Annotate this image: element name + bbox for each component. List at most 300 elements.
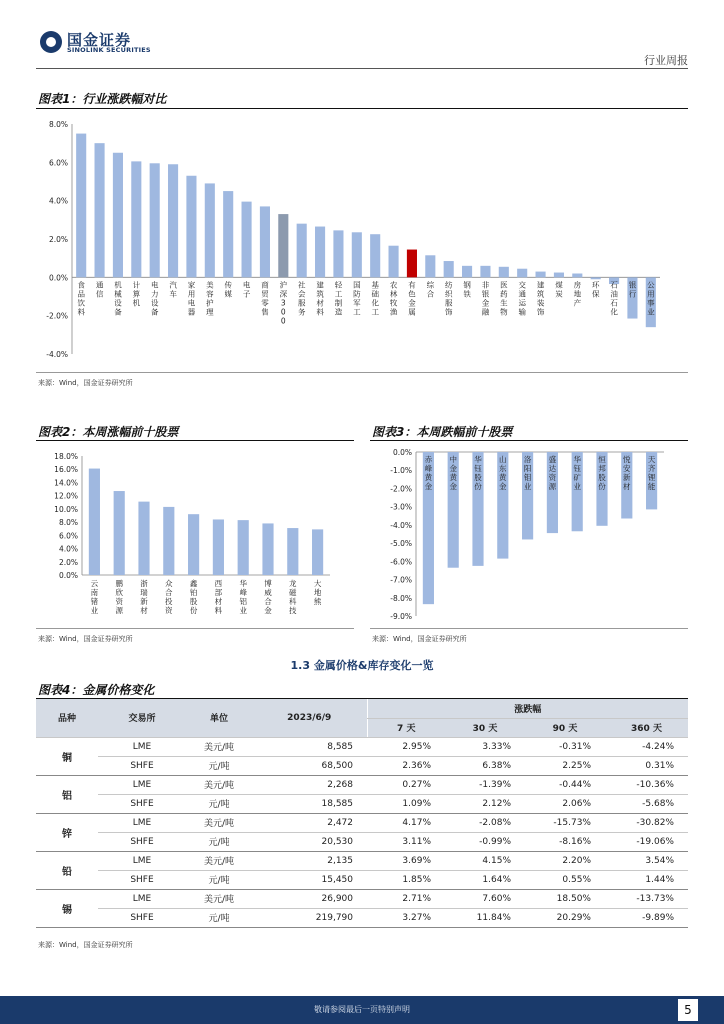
fig3-bottom-rule [370,628,688,629]
col-360d: 360 天 [605,718,688,737]
x-tick-label: 环 [591,280,600,290]
x-tick-label: 事 [647,298,655,308]
x-tick-label: 力 [150,289,159,299]
change-360d-cell: -13.73% [605,889,688,908]
y-tick-label: 0.0% [392,448,412,457]
change-30d-cell: 6.38% [445,756,525,775]
x-tick-label: 基 [371,280,379,290]
x-tick-label: 金 [408,298,416,308]
bar-11 [278,214,288,277]
price-cell: 26,900 [252,889,367,908]
footer-disclaimer: 敬请参阅最后一页特别声明 [314,1005,410,1014]
bar-13 [315,227,325,278]
x-tick-label: 赤 [424,455,433,464]
y-tick-label: 6.0% [48,158,68,168]
x-tick-label: 零 [261,298,269,308]
header-divider [36,68,688,69]
x-tick-label: 银 [628,280,637,290]
x-tick-label: 融 [481,307,490,317]
x-tick-label: 产 [573,298,582,308]
change-360d-cell: 3.54% [605,851,688,870]
unit-cell: 元/吨 [186,908,252,927]
change-90d-cell: -0.31% [525,737,605,756]
x-tick-label: 业 [523,482,532,491]
x-tick-label: 部 [214,588,223,597]
bar-20 [444,261,454,277]
x-tick-label: 医 [500,280,508,290]
bar-25 [536,272,546,278]
change-30d-cell: -2.08% [445,813,525,832]
fig3-source: 来源：Wind，国金证券研究所 [372,635,467,643]
x-tick-label: 煤 [555,280,563,290]
x-tick-label: 沪 [279,280,288,290]
x-tick-label: 建 [316,280,324,290]
x-tick-label: 材 [214,597,223,606]
change-360d-cell: -4.24% [605,737,688,756]
x-tick-label: 银 [481,289,490,299]
x-tick-label: 新 [140,597,148,606]
x-tick-label: 业 [647,307,655,317]
x-tick-label: 盛 [548,455,557,464]
fig1-title-rule [36,108,688,109]
x-tick-label: 军 [353,298,361,308]
x-tick-label: 金 [424,482,433,491]
x-tick-label: 洛 [523,455,532,464]
unit-cell: 元/吨 [186,794,252,813]
x-tick-label: 售 [261,307,269,317]
x-tick-label: 电 [150,280,159,290]
table-row [36,908,688,927]
change-7d-cell: 2.36% [367,756,445,775]
x-tick-label: 深 [279,289,288,299]
price-cell: 68,500 [252,756,367,775]
y-tick-label: -2.0% [390,484,412,494]
x-tick-label: 料 [214,606,223,615]
unit-cell: 美元/吨 [186,737,252,756]
table-row [36,813,688,832]
bar-4 [150,163,160,277]
x-tick-label: 贸 [261,289,269,299]
y-tick-label: 8.0% [58,518,78,528]
y-tick-label: -4.0% [390,520,412,530]
metal-price-table [36,699,688,928]
x-tick-label: 饰 [536,307,545,317]
y-tick-label: -8.0% [390,593,412,603]
change-7d-cell: 2.71% [367,889,445,908]
x-tick-label: 峰 [424,464,433,473]
price-cell: 2,472 [252,813,367,832]
bar-7 [262,523,273,575]
x-tick-label: 农 [389,280,398,290]
x-tick-label: 石 [610,298,618,308]
change-30d-cell: 7.60% [445,889,525,908]
x-tick-label: 资 [115,597,123,606]
table-row [36,851,688,870]
bar-28 [591,277,601,279]
x-tick-label: 工 [353,307,361,317]
x-tick-label: 媒 [224,289,232,299]
x-tick-label: 西 [214,579,223,588]
x-tick-label: 饰 [444,307,453,317]
fig1-bottom-rule [36,372,688,373]
x-tick-label: 金 [499,482,507,491]
table-row [36,832,688,851]
exchange-cell: LME [98,813,186,832]
x-tick-label: 股 [474,473,482,482]
x-tick-label: 资 [548,473,557,482]
y-tick-label: 6.0% [58,531,78,541]
change-360d-cell: -19.06% [605,832,688,851]
x-tick-label: 工 [371,307,379,317]
x-tick-label: 综 [426,280,435,290]
change-7d-cell: 3.11% [367,832,445,851]
x-tick-label: 通 [518,289,526,299]
unit-cell: 美元/吨 [186,775,252,794]
x-tick-label: 铝 [239,597,247,606]
bar-1 [95,143,105,277]
x-tick-label: 份 [598,482,606,491]
x-tick-label: 浙 [140,579,148,588]
bar-2 [138,502,149,575]
col-7d: 7 天 [367,718,445,737]
x-tick-label: 炭 [555,289,563,299]
x-tick-label: 防 [353,289,361,299]
x-tick-label: 制 [334,298,343,308]
x-tick-label: 牧 [389,298,398,308]
x-tick-label: 车 [169,289,177,299]
x-tick-label: 行 [628,289,637,299]
fig2-chart [36,444,354,626]
y-tick-label: -3.0% [390,502,412,512]
change-7d-cell: 1.85% [367,870,445,889]
change-360d-cell: -30.82% [605,813,688,832]
x-tick-label: 邦 [598,464,606,473]
bar-17 [389,246,399,278]
y-tick-label: 0.0% [48,273,68,283]
x-tick-label: 色 [408,289,416,299]
x-tick-label: 鑫 [189,579,198,588]
x-tick-label: 保 [591,289,600,299]
x-tick-label: 造 [334,307,343,317]
change-30d-cell: 4.15% [445,851,525,870]
x-tick-label: 化 [371,298,379,308]
bar-12 [297,224,307,278]
price-cell: 20,530 [252,832,367,851]
bar-9 [312,529,323,575]
exchange-cell: LME [98,737,186,756]
x-tick-label: 天 [647,455,656,464]
x-tick-label: 合 [426,289,435,299]
x-tick-label: 南 [90,588,99,597]
bar-4 [188,514,199,575]
x-tick-label: 山 [499,455,507,464]
x-tick-label: 华 [573,455,581,464]
change-90d-cell: 2.25% [525,756,605,775]
y-tick-label: -5.0% [390,539,412,549]
bar-16 [370,234,380,277]
x-tick-label: 计 [132,280,141,290]
col-exchange: 交易所 [98,699,186,737]
x-tick-label: 股 [598,473,606,482]
x-tick-label: 钼 [523,473,532,482]
x-tick-label: 通 [95,280,104,290]
y-tick-label: 2.0% [48,235,68,244]
x-tick-label: 钰 [474,464,482,473]
bar-3 [163,507,174,575]
x-tick-label: 合 [264,597,272,606]
bar-24 [517,269,527,278]
table-row [36,775,688,794]
unit-cell: 元/吨 [186,756,252,775]
price-cell: 2,135 [252,851,367,870]
y-tick-label: 2.0% [58,557,78,567]
x-tick-label: 业 [90,606,99,615]
x-tick-label: 锂 [647,473,656,482]
fig1-title: 图表1：行业涨跌幅对比 [38,92,167,106]
x-tick-label: 会 [297,289,306,299]
exchange-cell: SHFE [98,832,186,851]
price-cell: 2,268 [252,775,367,794]
x-tick-label: 械 [114,289,122,299]
x-tick-label: 熊 [313,597,322,606]
x-tick-label: 汽 [169,280,177,290]
x-tick-label: 务 [297,307,306,317]
exchange-cell: SHFE [98,908,186,927]
x-tick-label: 商 [261,280,269,290]
x-tick-label: 华 [239,579,247,588]
y-tick-label: 8.0% [48,120,68,129]
x-tick-label: 钢 [463,280,471,290]
change-7d-cell: 3.27% [367,908,445,927]
x-tick-label: 料 [77,307,85,317]
x-tick-label: 投 [165,597,173,606]
x-tick-label: 用 [647,289,655,299]
change-30d-cell: 1.64% [445,870,525,889]
x-tick-label: 欣 [115,588,123,597]
metal-name: 铜 [36,737,98,775]
y-tick-label: -9.0% [390,612,412,621]
x-tick-label: 磁 [289,588,297,597]
bar-5 [168,164,178,277]
price-cell: 219,790 [252,908,367,927]
logo-english: SINOLINK SECURITIES [67,46,151,54]
x-tick-label: 3 [280,298,286,308]
table-row [36,870,688,889]
exchange-cell: SHFE [98,870,186,889]
x-tick-label: 云 [90,579,99,588]
x-tick-label: 锗 [90,597,99,606]
x-tick-label: 建 [536,280,545,290]
bar-9 [242,202,252,278]
x-tick-label: 钰 [573,464,581,473]
exchange-cell: LME [98,851,186,870]
x-tick-label: 服 [297,298,306,308]
unit-cell: 元/吨 [186,870,252,889]
bar-8 [223,191,233,277]
x-tick-label: 源 [115,606,123,615]
exchange-cell: LME [98,889,186,908]
change-90d-cell: -15.73% [525,813,605,832]
table-row [36,756,688,775]
col-date: 2023/6/9 [252,699,367,737]
x-tick-label: 机 [132,298,141,308]
x-tick-label: 设 [114,298,122,308]
change-360d-cell: -9.89% [605,908,688,927]
x-tick-label: 悦 [623,455,631,464]
y-tick-label: -2.0% [46,311,68,321]
fig2-source: 来源：Wind，国金证券研究所 [38,635,133,643]
x-tick-label: 筑 [536,289,545,299]
x-tick-label: 备 [150,307,159,317]
x-tick-label: 算 [132,289,141,299]
y-tick-label: 16.0% [54,465,78,475]
change-90d-cell: 18.50% [525,889,605,908]
x-tick-label: 料 [316,307,324,317]
col-30d: 30 天 [445,718,525,737]
x-tick-label: 地 [313,588,322,597]
x-tick-label: 备 [114,307,122,317]
y-tick-label: -7.0% [390,575,412,585]
price-cell: 15,450 [252,870,367,889]
x-tick-label: 地 [573,289,582,299]
x-tick-label: 金 [264,606,272,615]
bar-14 [333,230,343,277]
change-90d-cell: 0.55% [525,870,605,889]
unit-cell: 美元/吨 [186,851,252,870]
x-tick-label: 品 [77,289,85,299]
x-tick-label: 黄 [424,473,433,482]
x-tick-label: 合 [165,588,173,597]
x-tick-label: 安 [623,464,631,473]
fig2-bottom-rule [36,628,354,629]
bar-10 [260,206,270,277]
bar-0 [89,469,100,575]
exchange-cell: SHFE [98,756,186,775]
unit-cell: 美元/吨 [186,813,252,832]
x-tick-label: 份 [474,482,482,491]
bar-22 [480,266,490,278]
x-tick-label: 食 [77,280,85,290]
x-tick-label: 信 [95,289,104,299]
x-tick-label: 鹏 [115,579,123,588]
x-tick-label: 技 [289,606,297,615]
x-tick-label: 属 [408,307,416,317]
x-tick-label: 美 [206,280,214,290]
x-tick-label: 博 [264,579,272,588]
x-tick-label: 纺 [444,280,453,290]
change-30d-cell: -0.99% [445,832,525,851]
x-tick-label: 电 [242,280,251,290]
metal-name: 铅 [36,851,98,889]
x-tick-label: 阳 [523,464,532,473]
x-tick-label: 业 [573,482,581,491]
x-tick-label: 国 [353,280,361,290]
y-tick-label: 10.0% [54,504,78,514]
x-tick-label: 0 [280,316,286,326]
change-7d-cell: 1.09% [367,794,445,813]
x-tick-label: 装 [536,298,545,308]
x-tick-label: 护 [206,298,214,308]
col-unit: 单位 [186,699,252,737]
x-tick-label: 生 [500,298,508,308]
x-tick-label: 机 [114,280,122,290]
x-tick-label: 油 [610,289,618,299]
page-number: 5 [678,999,698,1021]
bar-15 [352,232,362,277]
x-tick-label: 饮 [77,298,85,308]
x-tick-label: 众 [165,579,173,588]
change-30d-cell: -1.39% [445,775,525,794]
bar-19 [425,255,435,277]
col-90d: 90 天 [525,718,605,737]
x-tick-label: 传 [224,280,232,290]
change-90d-cell: 2.06% [525,794,605,813]
metal-name: 锌 [36,813,98,851]
x-tick-label: 齐 [647,464,656,473]
x-tick-label: 黄 [499,473,507,482]
x-tick-label: 矿 [573,473,581,482]
fig1-source: 来源：Wind，国金证券研究所 [38,379,133,387]
logo-text: 国金证券 [67,31,132,49]
bar-27 [572,274,582,278]
x-tick-label: 铂 [189,588,198,597]
x-tick-label: 金 [449,482,457,491]
change-360d-cell: 0.31% [605,756,688,775]
change-90d-cell: -0.44% [525,775,605,794]
y-tick-label: 18.0% [54,452,78,461]
table-row [36,737,688,756]
y-tick-label: -4.0% [46,350,68,359]
x-tick-label: 轻 [334,280,343,290]
fig3-title: 图表3：本周跌幅前十股票 [372,425,513,439]
x-tick-label: 家 [187,280,196,290]
section-title: 1.3 金属价格&库存变化一览 [290,659,434,672]
change-90d-cell: -8.16% [525,832,605,851]
exchange-cell: SHFE [98,794,186,813]
x-tick-label: 威 [264,588,272,597]
change-7d-cell: 2.95% [367,737,445,756]
x-tick-label: 业 [239,606,247,615]
x-tick-label: 能 [647,482,656,491]
x-tick-label: 电 [187,298,196,308]
x-tick-label: 织 [444,289,453,299]
x-tick-label: 瑞 [140,588,148,597]
fig4-source: 来源：Wind，国金证券研究所 [38,941,133,949]
x-tick-label: 交 [518,280,526,290]
bar-6 [238,520,249,575]
price-cell: 8,585 [252,737,367,756]
bar-3 [131,161,141,277]
x-tick-label: 资 [165,606,173,615]
bar-8 [287,528,298,575]
x-tick-label: 设 [150,298,159,308]
x-tick-label: 达 [548,464,557,473]
x-tick-label: 材 [623,482,631,491]
x-tick-label: 输 [518,307,526,317]
x-tick-label: 金 [481,298,490,308]
bar-26 [554,273,564,278]
x-tick-label: 渔 [389,307,398,317]
unit-cell: 元/吨 [186,832,252,851]
x-tick-label: 用 [187,289,196,299]
metal-name: 铝 [36,775,98,813]
unit-cell: 美元/吨 [186,889,252,908]
fig3-title-rule [370,440,688,441]
x-tick-label: 恒 [598,455,606,464]
y-tick-label: 14.0% [54,478,78,488]
x-tick-label: 铁 [463,289,471,299]
bar-18 [407,250,417,278]
